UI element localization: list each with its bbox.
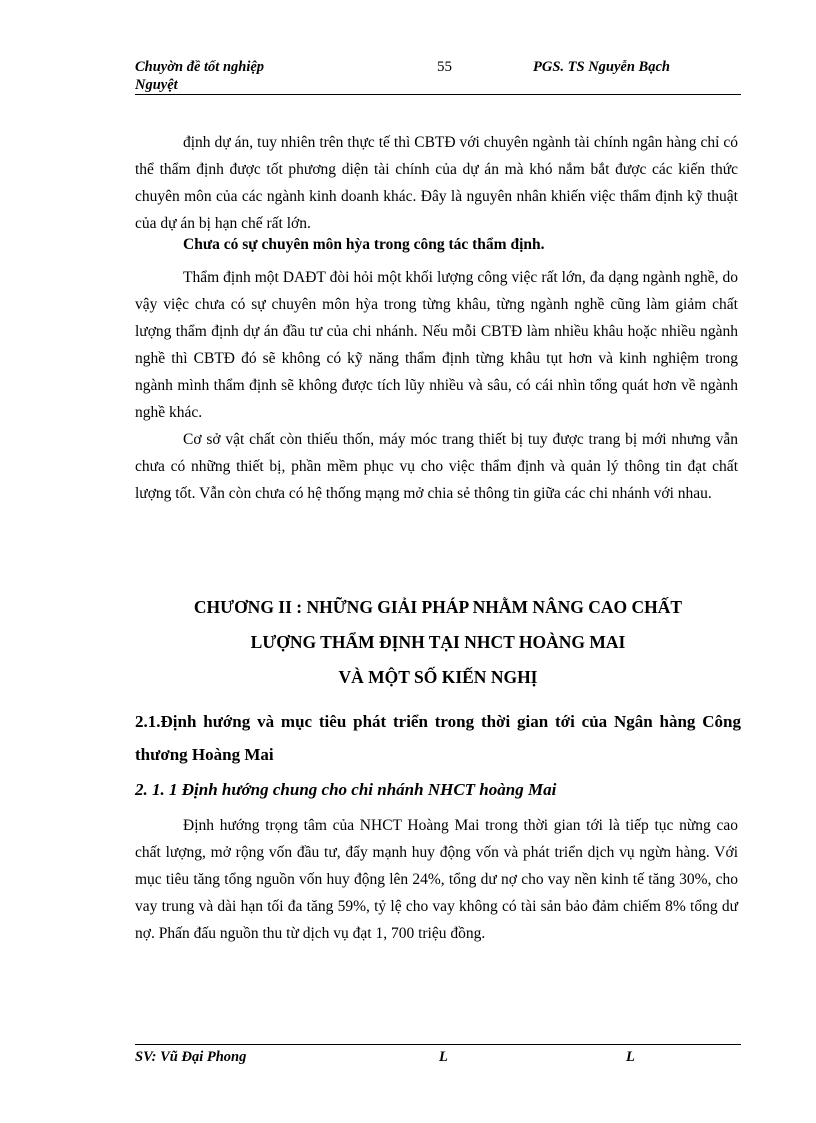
chapter-title-line1: CHƯƠNG II : NHỮNG GIẢI PHÁP NHẰM NÂNG CAO CHẤT — [193, 597, 683, 617]
paragraph-infrastructure: Cơ sở vật chất còn thiếu thốn, máy móc trang thiết bị tuy được trang bị mới nhưng vẫn chưa có những thiết bị, phần mềm phục vụ cho việc thẩm định và quản lý thông tin đạt chất lượng tốt. Vẫn còn chưa có hệ thống mạng mở chia sẻ thông tin giữa các chi nhánh với nhau. — [135, 431, 738, 502]
subsection-title: 2. 1. 1 Định hướng chung cho chi nhánh NHCT hoàng Mai — [135, 780, 557, 799]
page-footer — [135, 1044, 741, 1067]
page-header — [135, 56, 741, 95]
chapter-title-line3: VÀ MỘT SỐ KIẾN NGHỊ — [338, 667, 538, 687]
paragraph-continued: định dự án, tuy nhiên trên thực tế thì CBTĐ với chuyên ngành tài chính ngân hàng chỉ có thể thẩm định được tốt phương diện tài chính của dự án mà khó nắm bắt được các kiến thức chuyên môn của các ngành kinh doanh khác. Đây là nguyên nhân khiến việc thẩm định kỹ thuật của dự án bị hạn chế rất lớn. — [135, 134, 738, 232]
paragraph-appraisal-workload: Thẩm định một DAĐT đòi hỏi một khối lượng công việc rất lớn, đa dạng ngành nghề, do vậy việc chưa có sự chuyên môn hỳa trong từng khâu, từng ngành nghề cũng làm giảm chất lượng thẩm định dự án đầu tư của chi nhánh. Nếu mỗi CBTĐ làm nhiều khâu hoặc nhiều ngành nghề thì CBTĐ đó sẽ không có kỹ năng thẩm định từng khâu tụt hơn và kinh nghiệm trong ngành mình thẩm định sẽ không được tích lũy nhiều và sâu, có cái nhìn tổng quát hơn về ngành nghề khác. — [135, 269, 738, 421]
footer-mark-2: L — [626, 1049, 635, 1065]
footer-student-name: SV: Vũ Đại Phong — [135, 1049, 247, 1065]
chapter-title-line2: LƯỢNG THẨM ĐỊNH TẠI NHCT HOÀNG MAI — [250, 632, 626, 652]
footer-mark-1: L — [439, 1049, 448, 1065]
page-number: 55 — [437, 59, 452, 75]
section1-block — [135, 129, 738, 237]
section1-block-2 — [135, 264, 738, 507]
chapter-title — [135, 590, 741, 695]
header-left-continued: Nguyệt — [135, 77, 178, 93]
paragraph-orientation: Định hướng trọng tâm của NHCT Hoàng Mai trong thời gian tới là tiếp tục nừng cao chất lượng, mở rộng vốn đầu tư, đẩy mạnh huy động vốn và phát triển dịch vụ ngừn hàng. Với mục tiêu tăng tổng nguồn vốn huy động lên 24%, tổng dư nợ cho vay nền kinh tế tăng 30%, cho vay trung và dài hạn tối đa tăng 59%, tỷ lệ cho vay không có tài sản bảo đảm chiếm 8% tổng dư nợ. Phấn đấu nguồn thu từ dịch vụ đạt 1, 700 triệu đồng. — [135, 817, 738, 942]
header-right-text: PGS. TS Nguyễn Bạch — [533, 59, 670, 75]
header-left-text: Chuyờn đề tốt nghiệp — [135, 59, 265, 75]
section2-block — [135, 812, 738, 947]
subheading-specialization: Chưa có sự chuyên môn hỳa trong công tác thẩm định. — [183, 236, 545, 253]
section-title: 2.1.Định hướng và mục tiêu phát triển trong thời gian tới của Ngân hàng Công thương Hoàng Mai — [135, 712, 741, 764]
